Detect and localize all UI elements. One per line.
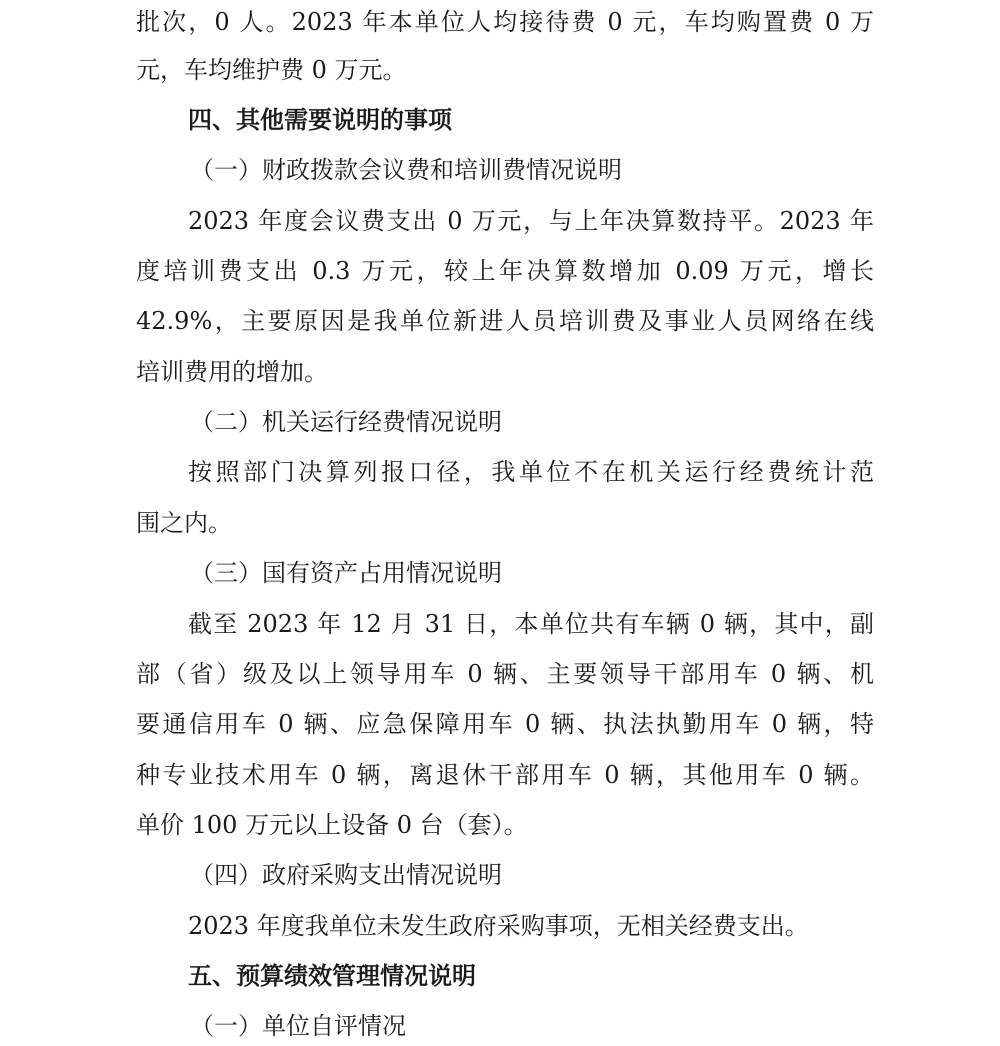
subsection-heading: （一）单位自评情况 (190, 1012, 406, 1040)
subsection-heading: （二）机关运行经费情况说明 (190, 408, 502, 436)
body-text-line: 2023 年度会议费支出 0 万元，与上年决算数持平。2023 年 (188, 207, 874, 235)
body-text-line: 围之内。 (136, 509, 232, 537)
subsection-heading: （四）政府采购支出情况说明 (190, 861, 502, 889)
body-text-line: 度培训费支出 0.3 万元，较上年决算数增加 0.09 万元，增长 (136, 257, 874, 285)
body-text-line: 按照部门决算列报口径，我单位不在机关运行经费统计范 (188, 458, 874, 486)
body-text-line: 种专业技术用车 0 辆，离退休干部用车 0 辆，其他用车 0 辆。 (136, 761, 874, 789)
body-text-line: 要通信用车 0 辆、应急保障用车 0 辆、执法执勤用车 0 辆，特 (136, 710, 874, 738)
body-text-line: 2023 年度我单位未发生政府采购事项，无相关经费支出。 (188, 912, 809, 940)
section-heading: 四、其他需要说明的事项 (188, 105, 452, 134)
subsection-heading: （三）国有资产占用情况说明 (190, 559, 502, 587)
body-text-line: 单价 100 万元以上设备 0 台（套）。 (136, 811, 528, 839)
body-text-line: 培训费用的增加。 (136, 358, 328, 386)
section-heading: 五、预算绩效管理情况说明 (188, 961, 476, 990)
body-text-line: 批次，0 人。2023 年本单位人均接待费 0 元，车均购置费 0 万 (136, 8, 874, 36)
body-text-line: 元，车均维护费 0 万元。 (136, 56, 407, 84)
subsection-heading: （一）财政拨款会议费和培训费情况说明 (190, 156, 622, 184)
body-text-line: 42.9%，主要原因是我单位新进人员培训费及事业人员网络在线 (136, 307, 874, 335)
body-text-line: 部（省）级及以上领导用车 0 辆、主要领导干部用车 0 辆、机 (136, 660, 874, 688)
body-text-line: 截至 2023 年 12 月 31 日，本单位共有车辆 0 辆，其中，副 (188, 610, 874, 638)
